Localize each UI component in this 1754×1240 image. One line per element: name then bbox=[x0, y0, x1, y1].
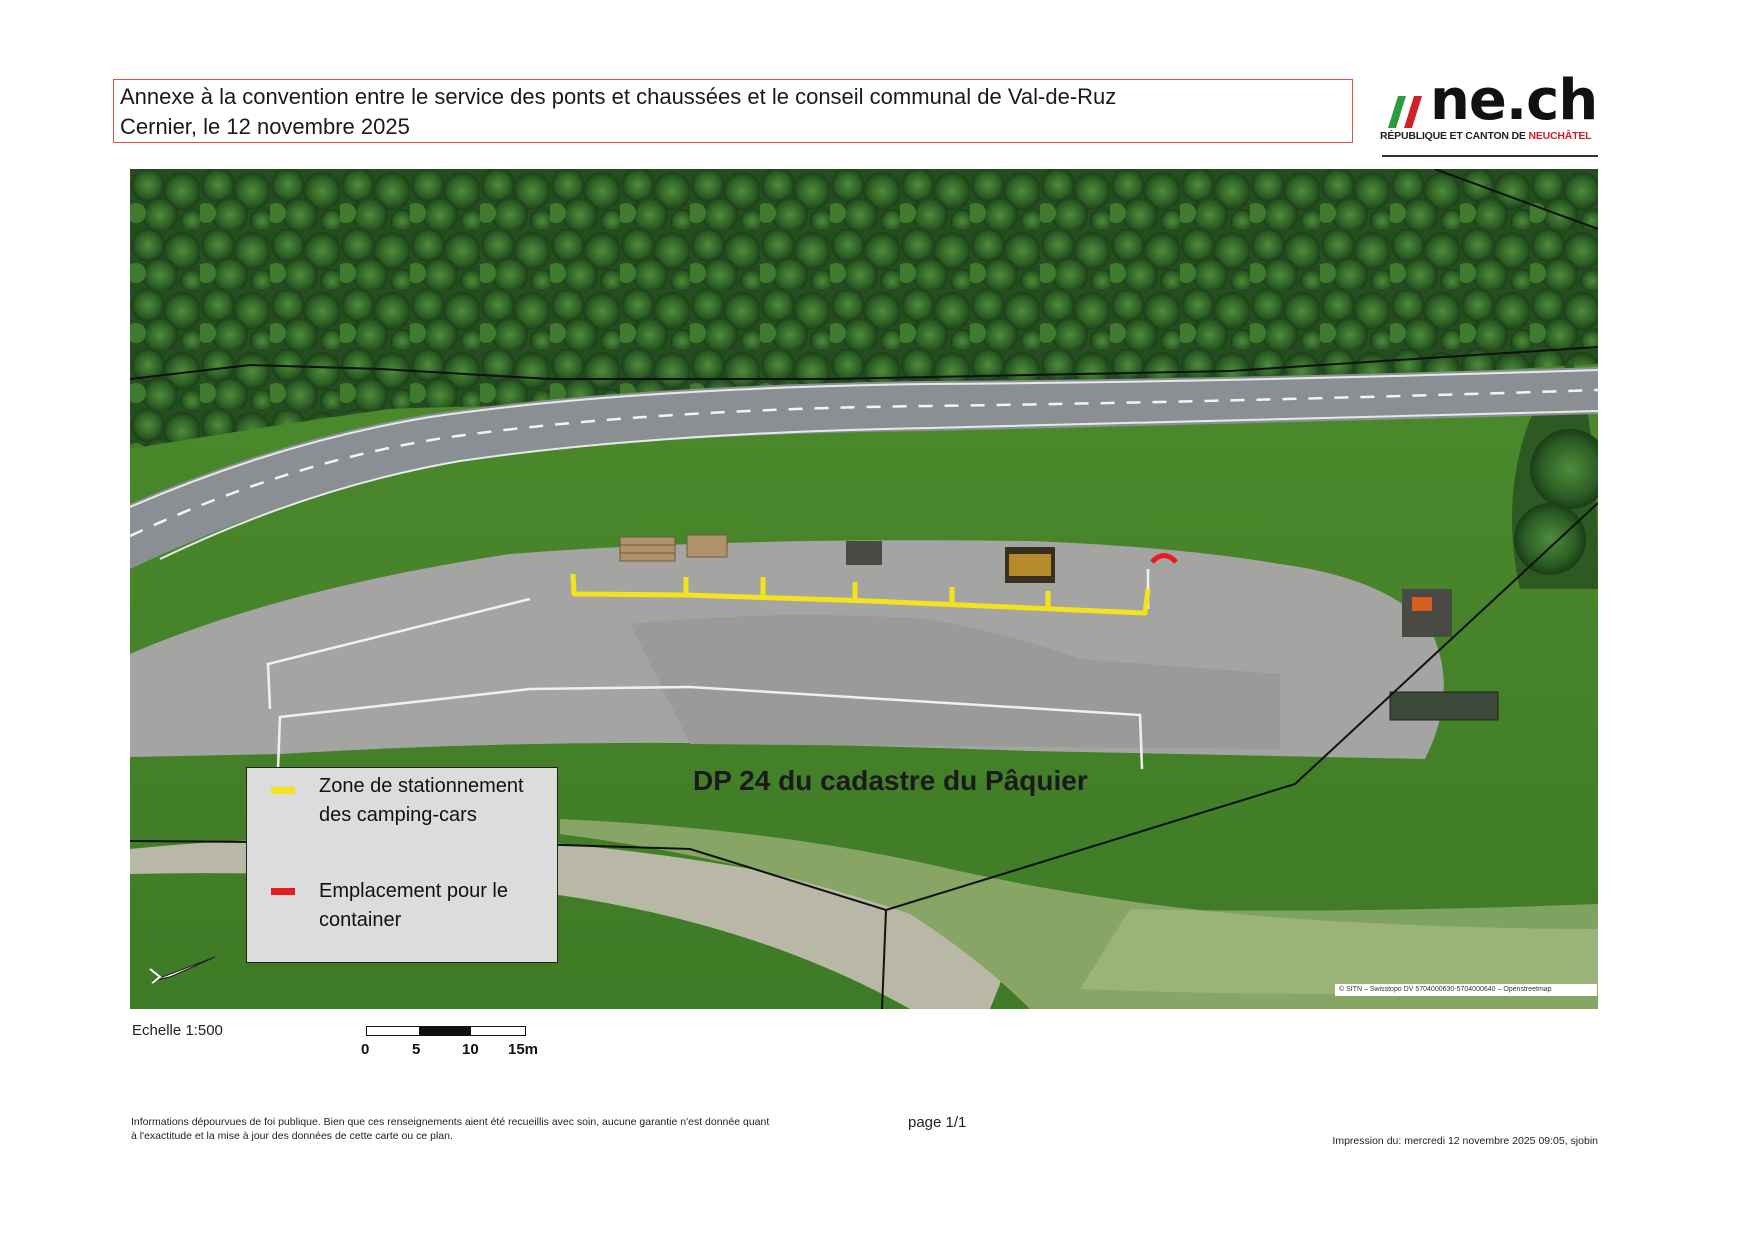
header-title: Annexe à la convention entre le service des ponts et chaussées et le conseil communal de Val-de-Ruz bbox=[120, 84, 1117, 109]
ne-ch-logo bbox=[1380, 68, 1600, 150]
header-divider bbox=[1382, 155, 1598, 157]
map-legend bbox=[246, 767, 558, 963]
container-swatch bbox=[271, 888, 295, 895]
header-date: Cernier, le 12 novembre 2025 bbox=[120, 114, 410, 139]
scale-bar bbox=[366, 1026, 526, 1036]
scale-tick-10: 10 bbox=[462, 1041, 479, 1058]
logo-text: ne.ch bbox=[1430, 68, 1598, 133]
scale-label: Echelle 1:500 bbox=[132, 1022, 223, 1039]
camping-zone-swatch bbox=[271, 787, 295, 794]
scale-tick-0: 0 bbox=[361, 1041, 370, 1058]
legend-label-camping-zone: Zone de stationnement des camping-cars bbox=[319, 775, 524, 826]
parcel-label: DP 24 du cadastre du Pâquier bbox=[693, 765, 1088, 796]
scale-tick-5: 5 bbox=[412, 1041, 421, 1058]
logo-stripes-icon bbox=[1380, 88, 1430, 134]
disclaimer: Informations dépourvues de foi publique. Bien que ces renseignements aient été recueillis avec soin, aucune garantie n'est donnée quant à l'exactitude et la mise à jour des données de cette carte ou ce plan. bbox=[131, 1116, 770, 1142]
print-info: Impression du: mercredi 12 novembre 2025 09:05, sjobin bbox=[1332, 1135, 1598, 1147]
map-copyright: © SITN – Swisstopo DV 5704000630-5704000640 – Openstreetmap bbox=[1335, 984, 1597, 996]
logo-subtitle: RÉPUBLIQUE ET CANTON DE NEUCHÂTEL bbox=[1380, 130, 1592, 142]
scale-tick-15: 15m bbox=[508, 1041, 539, 1058]
page-number: page 1/1 bbox=[908, 1114, 967, 1131]
document-header bbox=[113, 79, 1353, 143]
legend-label-container: Emplacement pour le container bbox=[319, 880, 508, 931]
